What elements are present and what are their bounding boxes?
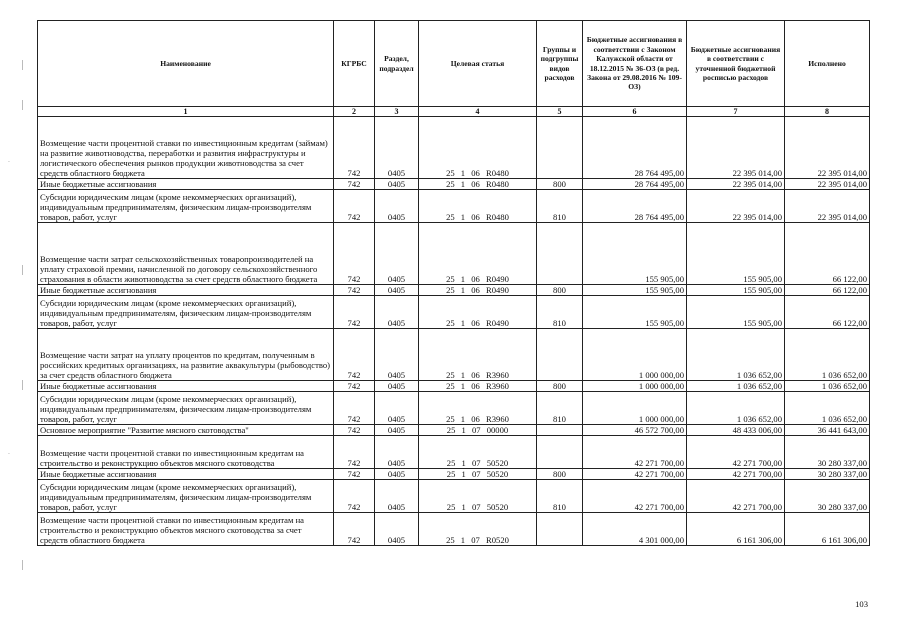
table-row [38, 436, 870, 469]
cell-kgrbs: 742 [334, 513, 375, 546]
cell-section: 0405 [375, 513, 419, 546]
table-row [38, 469, 870, 480]
cell-group [537, 329, 583, 381]
cell-assign-law: 42 271 700,00 [583, 480, 687, 513]
cell-article: 25 1 07 50520 [419, 436, 537, 469]
col-number: 6 [583, 107, 687, 117]
cell-name: Субсидии юридическим лицам (кроме некоммерческих организаций), индивидуальным предпринимателям, физическим лицам-производителям товаров, работ, услуг [38, 392, 334, 425]
cell-assign-roster: 155 905,00 [687, 296, 785, 329]
cell-assign-roster: 155 905,00 [687, 223, 785, 285]
cell-name: Иные бюджетные ассигнования [38, 179, 334, 190]
table-row [38, 425, 870, 436]
cell-executed: 30 280 337,00 [785, 480, 870, 513]
cell-assign-roster: 48 433 006,00 [687, 425, 785, 436]
cell-article: 25 1 06 R3960 [419, 392, 537, 425]
col-header-name: Наименование [38, 21, 334, 107]
cell-assign-law: 46 572 700,00 [583, 425, 687, 436]
cell-kgrbs: 742 [334, 329, 375, 381]
cell-kgrbs: 742 [334, 179, 375, 190]
cell-group: 800 [537, 381, 583, 392]
cell-article: 25 1 06 R0490 [419, 223, 537, 285]
col-header-group: Группы и подгруппы видов расходов [537, 21, 583, 107]
col-header-assign-law: Бюджетные ассигнования в соответствии с Законом Калужской области от 18.12.2015 № 36-ОЗ (в ред. Закона от 29.08.2016 № 109-ОЗ) [583, 21, 687, 107]
cell-group: 810 [537, 392, 583, 425]
cell-assign-law: 1 000 000,00 [583, 392, 687, 425]
cell-name: Возмещение части процентной ставки по инвестиционным кредитам на строительство и реконструкцию объектов мясного скотоводства [38, 436, 334, 469]
cell-name: Субсидии юридическим лицам (кроме некоммерческих организаций), индивидуальным предпринимателям, физическим лицам-производителям товаров, работ, услуг [38, 296, 334, 329]
cell-kgrbs: 742 [334, 436, 375, 469]
table-row [38, 480, 870, 513]
cell-name: Иные бюджетные ассигнования [38, 469, 334, 480]
margin-mark: ˙ [8, 452, 11, 461]
col-number: 2 [334, 107, 375, 117]
cell-kgrbs: 742 [334, 117, 375, 179]
col-number: 8 [785, 107, 870, 117]
cell-name: Основное мероприятие "Развитие мясного скотоводства" [38, 425, 334, 436]
page-number: 103 [855, 599, 868, 609]
cell-executed: 36 441 643,00 [785, 425, 870, 436]
cell-assign-roster: 1 036 652,00 [687, 392, 785, 425]
cell-executed: 30 280 337,00 [785, 469, 870, 480]
table-row [38, 392, 870, 425]
cell-section: 0405 [375, 117, 419, 179]
table-row [38, 223, 870, 285]
cell-assign-law: 155 905,00 [583, 223, 687, 285]
margin-tick [22, 265, 23, 275]
budget-table [37, 20, 870, 546]
cell-kgrbs: 742 [334, 469, 375, 480]
table-row [38, 285, 870, 296]
col-header-executed: Исполнено [785, 21, 870, 107]
cell-executed: 22 395 014,00 [785, 117, 870, 179]
cell-kgrbs: 742 [334, 381, 375, 392]
cell-assign-roster: 1 036 652,00 [687, 329, 785, 381]
margin-tick [22, 60, 23, 70]
cell-assign-law: 155 905,00 [583, 285, 687, 296]
cell-article: 25 1 06 R0490 [419, 296, 537, 329]
cell-section: 0405 [375, 436, 419, 469]
cell-assign-roster: 42 271 700,00 [687, 436, 785, 469]
cell-assign-law: 28 764 495,00 [583, 179, 687, 190]
cell-assign-roster: 22 395 014,00 [687, 190, 785, 223]
cell-executed: 1 036 652,00 [785, 392, 870, 425]
cell-kgrbs: 742 [334, 190, 375, 223]
cell-assign-roster: 155 905,00 [687, 285, 785, 296]
cell-article: 25 1 06 R3960 [419, 381, 537, 392]
cell-name: Субсидии юридическим лицам (кроме некоммерческих организаций), индивидуальным предпринимателям, физическим лицам-производителям товаров, работ, услуг [38, 190, 334, 223]
cell-section: 0405 [375, 425, 419, 436]
cell-article: 25 1 06 R0480 [419, 117, 537, 179]
cell-group [537, 223, 583, 285]
margin-mark: ˙ [8, 160, 11, 169]
cell-kgrbs: 742 [334, 425, 375, 436]
cell-group: 810 [537, 296, 583, 329]
cell-assign-roster: 42 271 700,00 [687, 480, 785, 513]
cell-section: 0405 [375, 392, 419, 425]
cell-article: 25 1 07 R0520 [419, 513, 537, 546]
table-row [38, 296, 870, 329]
budget-table-sheet [37, 20, 869, 546]
cell-section: 0405 [375, 285, 419, 296]
cell-article: 25 1 07 00000 [419, 425, 537, 436]
col-number: 3 [375, 107, 419, 117]
cell-assign-law: 42 271 700,00 [583, 469, 687, 480]
margin-tick [22, 560, 23, 570]
cell-executed: 6 161 306,00 [785, 513, 870, 546]
column-number-row [38, 107, 870, 117]
cell-group [537, 436, 583, 469]
cell-name: Иные бюджетные ассигнования [38, 381, 334, 392]
table-row [38, 513, 870, 546]
cell-assign-law: 1 000 000,00 [583, 381, 687, 392]
cell-executed: 22 395 014,00 [785, 179, 870, 190]
cell-name: Возмещение части процентной ставки по инвестиционным кредитам на строительство и реконструкцию объектов мясного скотоводства за счет средств областного бюджета [38, 513, 334, 546]
cell-kgrbs: 742 [334, 480, 375, 513]
margin-tick [22, 380, 23, 390]
cell-group: 810 [537, 190, 583, 223]
header-row [38, 21, 870, 107]
cell-assign-law: 28 764 495,00 [583, 117, 687, 179]
cell-executed: 66 122,00 [785, 296, 870, 329]
cell-article: 25 1 07 50520 [419, 469, 537, 480]
cell-name: Возмещение части процентной ставки по инвестиционным кредитам (займам) на развитие животноводства, переработки и развития инфраструктуры и логистического обеспечения рынков продукции животноводства за счет средств областного бюджета [38, 117, 334, 179]
cell-group: 800 [537, 469, 583, 480]
cell-section: 0405 [375, 179, 419, 190]
cell-assign-roster: 1 036 652,00 [687, 381, 785, 392]
cell-article: 25 1 06 R0480 [419, 179, 537, 190]
cell-executed: 1 036 652,00 [785, 329, 870, 381]
cell-executed: 30 280 337,00 [785, 436, 870, 469]
cell-group: 800 [537, 179, 583, 190]
cell-section: 0405 [375, 190, 419, 223]
table-body [38, 117, 870, 546]
col-number: 1 [38, 107, 334, 117]
cell-assign-law: 4 301 000,00 [583, 513, 687, 546]
table-row [38, 117, 870, 179]
col-number: 4 [419, 107, 537, 117]
cell-group: 810 [537, 480, 583, 513]
table-row [38, 381, 870, 392]
cell-executed: 66 122,00 [785, 285, 870, 296]
cell-assign-roster: 22 395 014,00 [687, 179, 785, 190]
col-header-assign-roster: Бюджетные ассигнования в соответствии с уточненной бюджетной росписью расходов [687, 21, 785, 107]
col-header-kgrbs: КГРБС [334, 21, 375, 107]
cell-section: 0405 [375, 296, 419, 329]
cell-kgrbs: 742 [334, 285, 375, 296]
cell-assign-roster: 6 161 306,00 [687, 513, 785, 546]
cell-assign-law: 28 764 495,00 [583, 190, 687, 223]
cell-article: 25 1 06 R0490 [419, 285, 537, 296]
cell-group [537, 425, 583, 436]
margin-tick [22, 100, 23, 110]
table-row [38, 190, 870, 223]
cell-section: 0405 [375, 381, 419, 392]
cell-name: Иные бюджетные ассигнования [38, 285, 334, 296]
table-row [38, 329, 870, 381]
cell-kgrbs: 742 [334, 223, 375, 285]
cell-group: 800 [537, 285, 583, 296]
col-number: 7 [687, 107, 785, 117]
cell-assign-law: 42 271 700,00 [583, 436, 687, 469]
cell-executed: 22 395 014,00 [785, 190, 870, 223]
cell-executed: 1 036 652,00 [785, 381, 870, 392]
cell-group [537, 117, 583, 179]
cell-assign-law: 155 905,00 [583, 296, 687, 329]
cell-kgrbs: 742 [334, 392, 375, 425]
cell-assign-roster: 22 395 014,00 [687, 117, 785, 179]
cell-executed: 66 122,00 [785, 223, 870, 285]
cell-group [537, 513, 583, 546]
col-number: 5 [537, 107, 583, 117]
col-header-article: Целевая статья [419, 21, 537, 107]
cell-section: 0405 [375, 480, 419, 513]
cell-section: 0405 [375, 469, 419, 480]
cell-article: 25 1 06 R3960 [419, 329, 537, 381]
cell-name: Возмещение части затрат на уплату процентов по кредитам, полученным в российских кредитных организациях, на развитие аквакультуры (рыбоводство) за счет средств областного бюджета [38, 329, 334, 381]
cell-assign-law: 1 000 000,00 [583, 329, 687, 381]
cell-name: Возмещение части затрат сельскохозяйственных товаропроизводителей на уплату страховой премии, начисленной по договору сельскохозяйственного страхования в области животноводства за счет средств областного бюджета [38, 223, 334, 285]
cell-section: 0405 [375, 329, 419, 381]
cell-section: 0405 [375, 223, 419, 285]
cell-assign-roster: 42 271 700,00 [687, 469, 785, 480]
col-header-section: Раздел, подраздел [375, 21, 419, 107]
table-row [38, 179, 870, 190]
cell-article: 25 1 06 R0480 [419, 190, 537, 223]
cell-article: 25 1 07 50520 [419, 480, 537, 513]
cell-name: Субсидии юридическим лицам (кроме некоммерческих организаций), индивидуальным предпринимателям, физическим лицам-производителям товаров, работ, услуг [38, 480, 334, 513]
cell-kgrbs: 742 [334, 296, 375, 329]
